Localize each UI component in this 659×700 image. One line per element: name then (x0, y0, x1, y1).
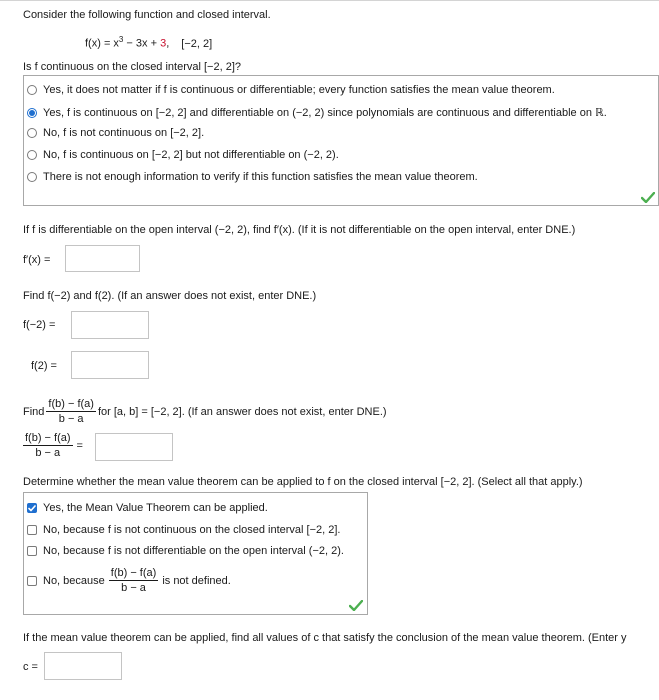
q1-question: Is f continuous on the closed interval [−2, 2]? (23, 61, 241, 73)
function-rest: − 3x + (123, 37, 161, 50)
q5-option-1[interactable] (27, 502, 268, 514)
q4-answer-den: b − a (35, 447, 61, 459)
q5-option-4-den: b − a (121, 582, 146, 594)
q5-question: Determine whether the mean value theorem can be applied to f on the closed interval [−2, 2]. (Select all that apply.) (23, 476, 583, 488)
q4-question (23, 398, 387, 425)
function-exponent: 3 (118, 35, 124, 44)
q6-question: If the mean value theorem can be applied, find all values of c that satisfy the conclusion of the mean value theorem. (Enter y (23, 632, 627, 644)
q5-option-4-post: is not defined. (162, 574, 231, 587)
q5-option-1-checkbox[interactable] (27, 503, 37, 513)
f-2-input[interactable] (71, 351, 149, 379)
q4-rest: for [a, b] = [−2, 2]. (If an answer does not exist, enter DNE.) (97, 405, 387, 418)
function-comma: , (166, 37, 170, 50)
q4-fraction-den: b − a (58, 413, 84, 425)
function-lhs: f(x) = x (85, 37, 119, 50)
q1-option-2-label: Yes, f is continuous on [−2, 2] and differentiable on (−2, 2) since polynomials are continuous and differentiable on ℝ. (43, 107, 607, 119)
q5-option-3[interactable] (27, 545, 344, 557)
q4-answer-row (23, 432, 83, 459)
f-neg2-input[interactable] (71, 311, 149, 339)
q1-option-5-label: There is not enough information to verify if this function satisfies the mean value theorem. (43, 171, 478, 183)
q1-option-2[interactable] (27, 106, 607, 119)
q5-option-3-checkbox[interactable] (27, 546, 37, 556)
q5-option-4[interactable] (27, 567, 231, 594)
q5-option-2-checkbox[interactable] (27, 525, 37, 535)
q5-option-1-label: Yes, the Mean Value Theorem can be applied. (43, 502, 268, 514)
q5-option-4-fraction (109, 567, 159, 594)
q5-option-2[interactable] (27, 524, 341, 536)
q1-option-3-label: No, f is not continuous on [−2, 2]. (43, 127, 205, 139)
q1-option-3[interactable] (27, 127, 204, 139)
q2-label: f′(x) = (23, 254, 51, 266)
q1-option-5-radio[interactable] (27, 172, 37, 182)
q3-question: Find f(−2) and f(2). (If an answer does not exist, enter DNE.) (23, 290, 317, 302)
q4-fraction (46, 398, 96, 425)
q5-option-3-label: No, because f is not differentiable on the open interval (−2, 2). (43, 545, 344, 557)
q5-option-2-label: No, because f is not continuous on the closed interval [−2, 2]. (43, 524, 341, 536)
q6-label: c = (23, 661, 38, 673)
q1-option-4-label: No, f is continuous on [−2, 2] but not differentiable on (−2, 2). (43, 149, 339, 161)
derivative-input[interactable] (65, 245, 140, 272)
function-display (85, 35, 212, 50)
q3-label-a: f(−2) = (23, 319, 56, 331)
function-interval: [−2, 2] (181, 37, 213, 50)
q5-option-4-pre: No, because (43, 574, 105, 587)
difference-quotient-input[interactable] (95, 433, 173, 461)
intro-text: Consider the following function and closed interval. (23, 9, 271, 21)
q1-option-2-radio[interactable] (27, 108, 37, 118)
q1-option-1[interactable] (27, 84, 555, 96)
q5-option-4-num: f(b) − f(a) (110, 567, 157, 579)
q4-fraction-num: f(b) − f(a) (48, 398, 94, 410)
q4-find: Find (23, 405, 45, 418)
c-values-input[interactable] (44, 652, 122, 680)
q3-label-b: f(2) = (31, 360, 57, 372)
top-border (0, 0, 659, 1)
q1-option-4[interactable] (27, 149, 339, 161)
q2-question: If f is differentiable on the open interval (−2, 2), find f′(x). (If it is not differentiable on the open interval, enter DNE.) (23, 224, 576, 236)
q1-option-3-radio[interactable] (27, 128, 37, 138)
q4-answer-fraction (23, 432, 73, 459)
q1-option-5[interactable] (27, 171, 478, 183)
q4-eq: = (76, 439, 83, 452)
q4-answer-num: f(b) − f(a) (25, 432, 71, 444)
function-constant: 3 (160, 37, 167, 50)
checkmark-icon (28, 505, 36, 512)
q1-option-4-radio[interactable] (27, 150, 37, 160)
q1-correct-check-icon (641, 192, 655, 203)
q1-option-1-radio[interactable] (27, 85, 37, 95)
q5-correct-check-icon (349, 600, 363, 611)
q1-option-1-label: Yes, it does not matter if f is continuous or differentiable; every function satisfies the mean value theorem. (43, 84, 555, 96)
q5-option-4-checkbox[interactable] (27, 576, 37, 586)
